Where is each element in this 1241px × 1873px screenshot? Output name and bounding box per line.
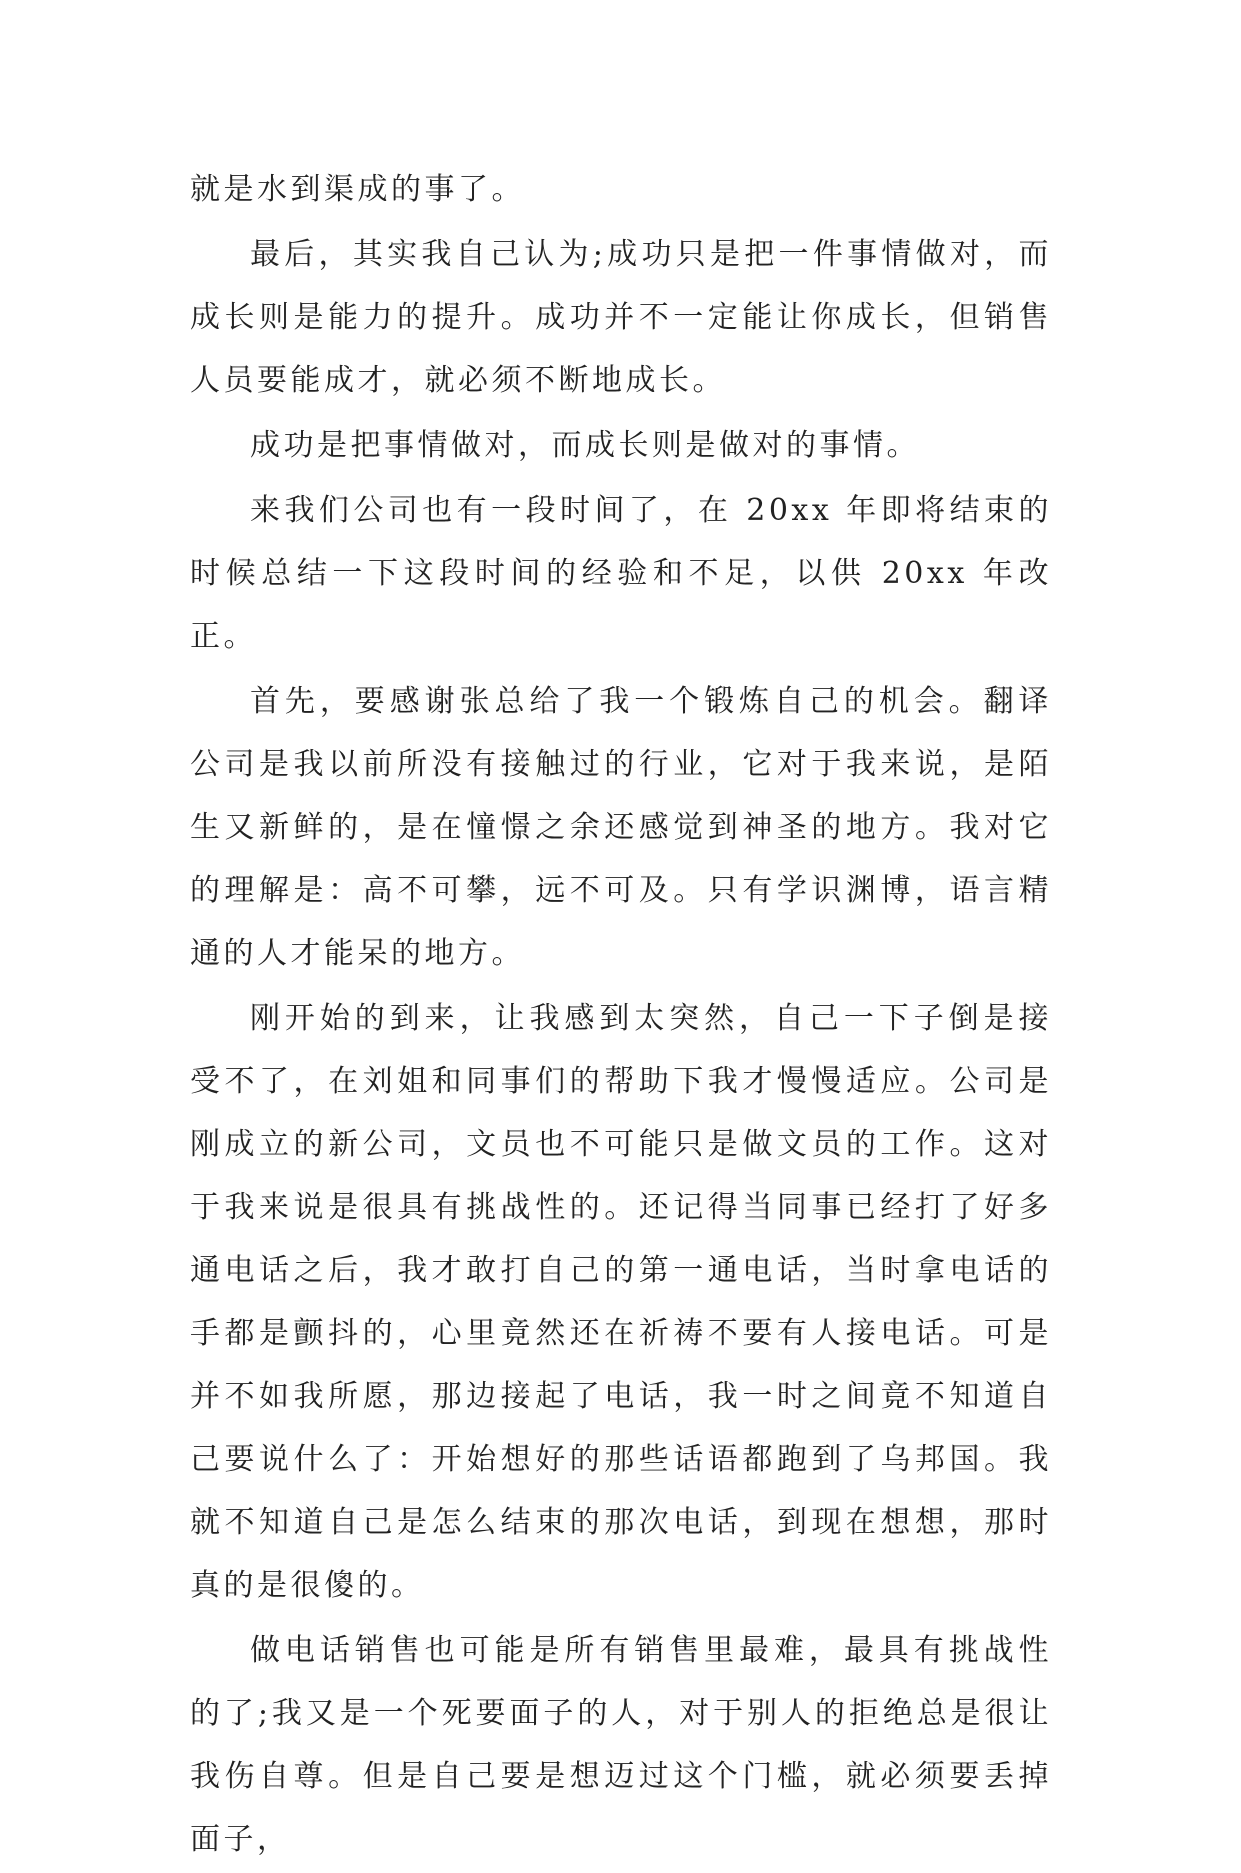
paragraph-3: 成功是把事情做对，而成长则是做对的事情。 (250, 428, 920, 463)
paragraph-2: 最后，其实我自己认为;成功只是把一件事情做对，而成长则是能力的提升。成功并不一定能让你成长，但销售人员要能成才，就必须不断地成长。 (190, 237, 1052, 398)
paragraph-5: 首先，要感谢张总给了我一个锻炼自己的机会。翻译公司是我以前所没有接触过的行业，它对于我来说，是陌生又新鲜的，是在憧憬之余还感觉到神圣的地方。我对它的理解是：高不可攀，远不可及。只有学识渊博，语言精通的人才能呆的地方。 (190, 684, 1052, 971)
paragraph-4: 来我们公司也有一段时间了，在 20xx 年即将结束的时候总结一下这段时间的经验和不足，以供 20xx 年改正。 (190, 493, 1052, 654)
paragraph-7: 做电话销售也可能是所有销售里最难，最具有挑战性的了;我又是一个死要面子的人，对于别人的拒绝总是很让我伤自尊。但是自己要是想迈过这个门槛，就必须要丢掉面子， (190, 1633, 1052, 1857)
paragraph-1: 就是水到渠成的事了。 (190, 172, 525, 207)
paragraph-6: 刚开始的到来，让我感到太突然，自己一下子倒是接受不了，在刘姐和同事们的帮助下我才慢慢适应。公司是刚成立的新公司，文员也不可能只是做文员的工作。这对于我来说是很具有挑战性的。还记得当同事已经打了好多通电话之后，我才敢打自己的第一通电话，当时拿电话的手都是颤抖的，心里竟然还在祈祷不要有人接电话。可是并不如我所愿，那边接起了电话，我一时之间竟不知道自己要说什么了：开始想好的那些话语都跑到了乌邦国。我就不知道自己是怎么结束的那次电话，到现在想想，那时真的是很傻的。 (190, 1001, 1052, 1603)
document-page (190, 158, 1052, 1873)
